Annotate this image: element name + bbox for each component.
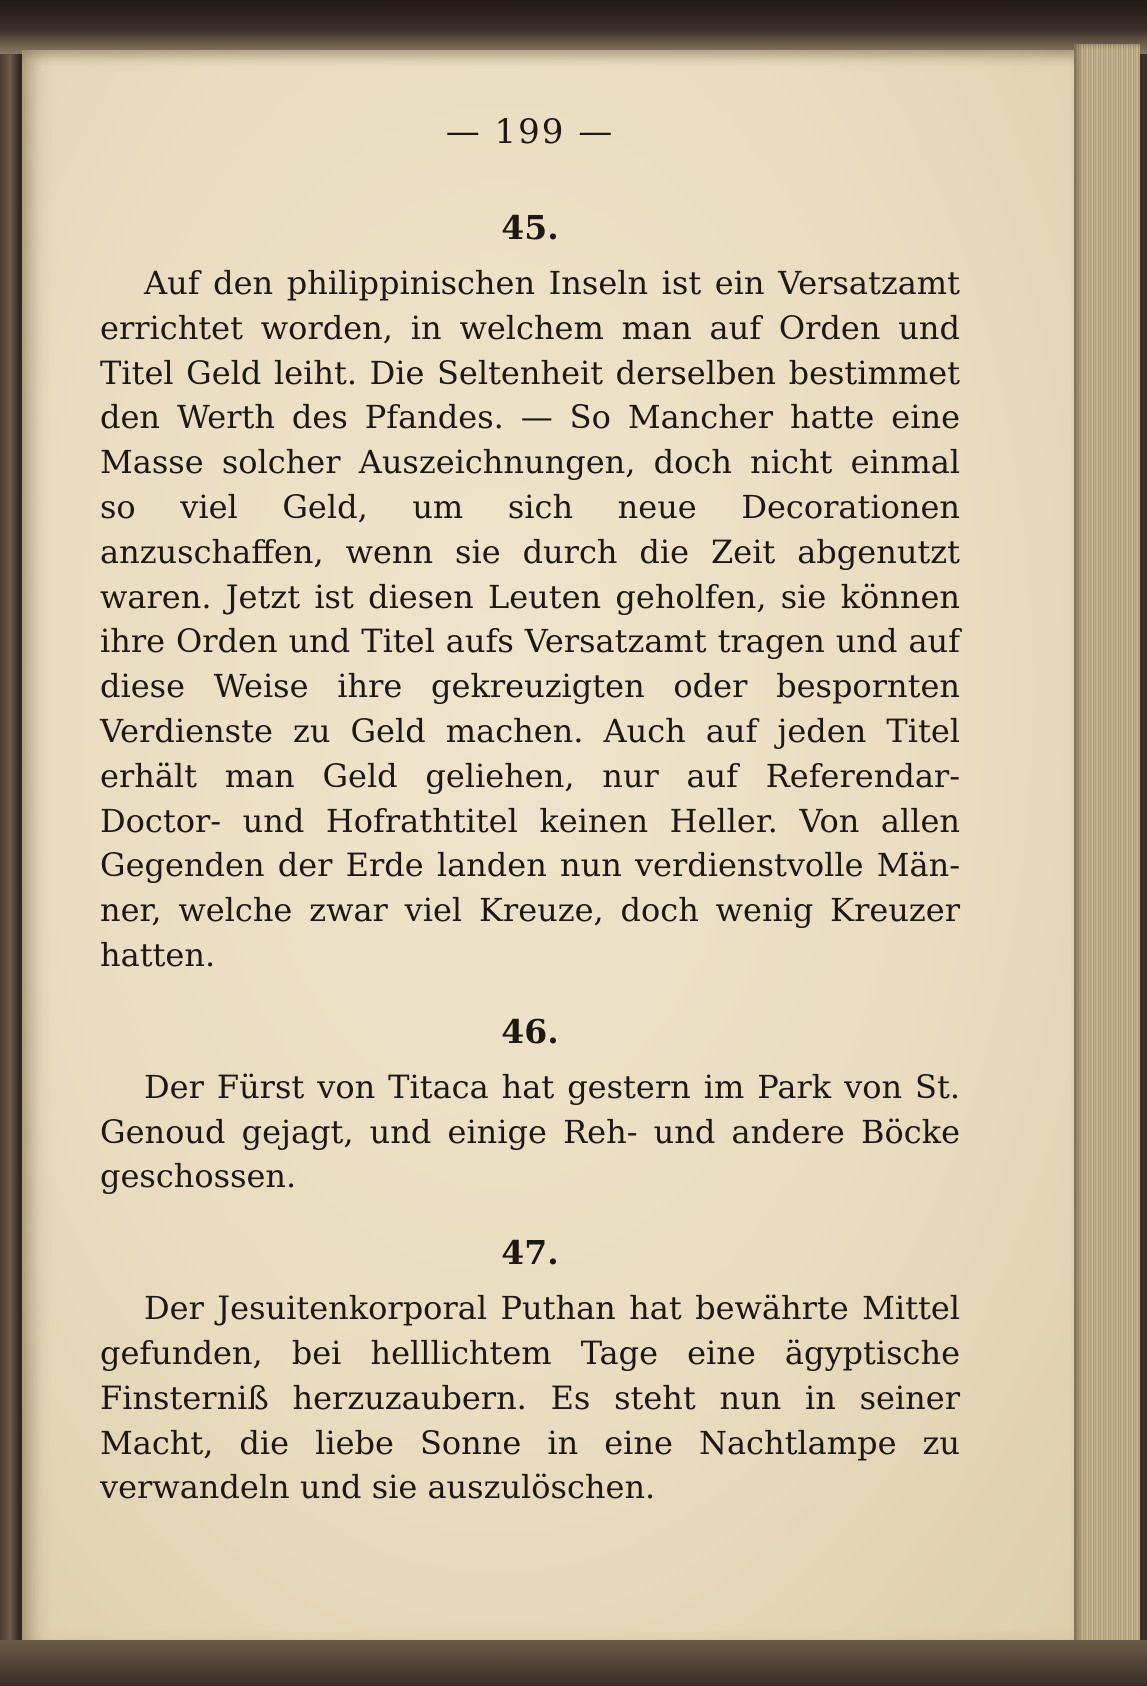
section-heading-45: 45. — [501, 208, 559, 247]
section-text-45: Auf den philippinischen Inseln ist ein Versatzamt errichtet worden, in welchem man auf Orden und Titel Geld leiht. Die Seltenheit derselben bestimmet den Werth des Pfandes. — So Mancher hatte eine Masse solcher Auszeichnungen, doch nicht einmal so viel Geld, um sich neue Decorationen anzuschaffen, wenn sie durch die Zeit abgenutzt waren. Jetzt ist diesen Leuten geholfen, sie können ihre Orden und Titel aufs Versatzamt tragen und auf diese Weise ihre gekreuzigten oder bespornten Verdienste zu Geld machen. Auch auf jeden Titel erhält man Geld geliehen, nur auf Referendar- Doctor- und Hofrathtitel keinen Heller. Von allen Gegenden der Erde landen nun verdienstvolle Männer, welche zwar viel Kreuze, doch wenig Kreuzer hatten. — [100, 264, 960, 974]
section-heading-46: 46. — [501, 1011, 559, 1051]
section-text-47: Der Jesuitenkorporal Puthan hat bewährte Mittel gefunden, bei helllichtem Tage eine ägyptische Finsterniß herzuzaubern. Es steht nun in seiner Macht, die liebe Sonne in eine Nachtlampe zu verwandeln und sie auszulöschen. — [100, 1289, 960, 1507]
section-heading-47: 47. — [501, 1233, 559, 1273]
bottom-shadow — [0, 1640, 1147, 1686]
section-text-46: Der Fürst von Titaca hat gestern im Park von St. Genoud gejagt, und einige Reh- und andere Böcke geschossen. — [100, 1067, 960, 1196]
page-text — [100, 112, 960, 1544]
page-number: — 199 — — [445, 112, 615, 152]
page-edges — [1074, 44, 1140, 1654]
book-binding — [0, 0, 1147, 54]
